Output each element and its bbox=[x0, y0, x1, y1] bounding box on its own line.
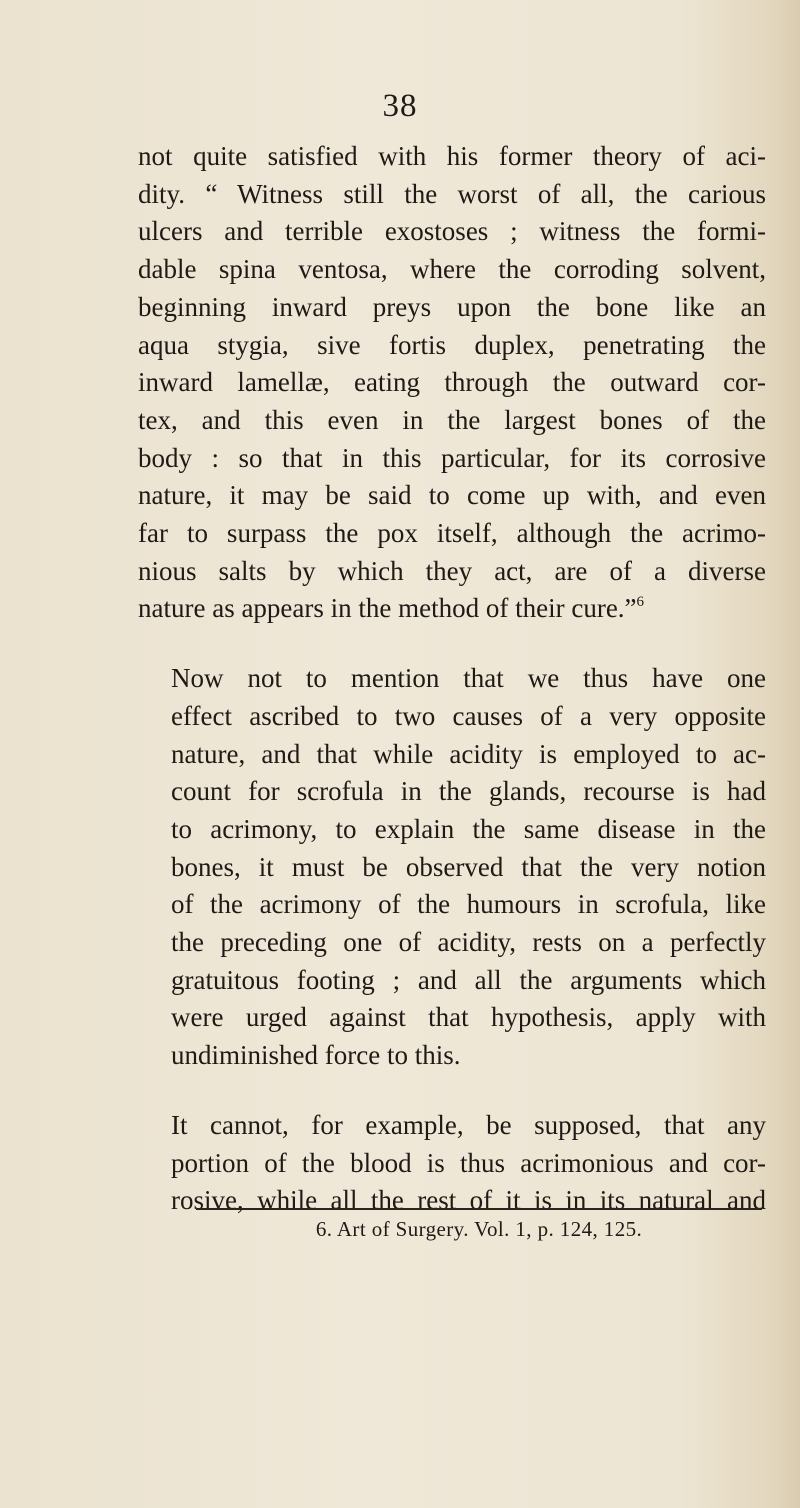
footnote: 6. Art of Surgery. Vol. 1, p. 124, 125. bbox=[315, 1217, 643, 1241]
text-line: inward lamellæ, eating through the outward cor- bbox=[138, 367, 766, 398]
footnote-divider bbox=[196, 1208, 762, 1210]
footnote-reference: 6 bbox=[636, 594, 645, 611]
text-line: aqua stygia, sive fortis duplex, penetrating the bbox=[138, 329, 766, 360]
text-line bbox=[138, 590, 766, 628]
text-line: portion of the blood is thus acrimonious and cor- bbox=[171, 1147, 766, 1178]
text-line: dity. “ Witness still the worst of all, the carious bbox=[138, 178, 766, 209]
page-number: 38 bbox=[382, 88, 418, 124]
text-line: nious salts by which they act, are of a diverse bbox=[138, 555, 766, 586]
text-line: the preceding one of acidity, rests on a perfectly bbox=[171, 927, 766, 958]
text-line: bones, it must be observed that the very notion bbox=[171, 851, 766, 882]
text-line: Now not to mention that we thus have one bbox=[171, 663, 766, 694]
text-line: nature, and that while acidity is employed to ac- bbox=[171, 738, 766, 769]
text-line: rosive, while all the rest of it is in its natural and bbox=[171, 1185, 766, 1216]
text-line: to acrimony, to explain the same disease in the bbox=[171, 813, 766, 844]
text-line: dable spina ventosa, where the corroding solvent, bbox=[138, 254, 766, 285]
paragraph-2 bbox=[138, 660, 766, 1075]
paragraph-1 bbox=[138, 138, 766, 628]
text-line: ulcers and terrible exostoses ; witness the formi- bbox=[138, 216, 766, 247]
text-line: were urged against that hypothesis, apply with bbox=[171, 1002, 766, 1033]
text-line: effect ascribed to two causes of a very opposite bbox=[171, 700, 766, 731]
text-line: It cannot, for example, be supposed, that any bbox=[171, 1109, 766, 1140]
text-line: far to surpass the pox itself, although the acrimo- bbox=[138, 518, 766, 549]
text-line: gratuitous footing ; and all the arguments which bbox=[171, 964, 766, 995]
text-line: of the acrimony of the humours in scrofula, like bbox=[171, 889, 766, 920]
text-line: count for scrofula in the glands, recourse is had bbox=[171, 776, 766, 807]
body-text bbox=[138, 138, 766, 1220]
text-line: body : so that in this particular, for its corrosive bbox=[138, 442, 766, 473]
text-line-content: nature as appears in the method of their cure.” bbox=[138, 593, 637, 624]
text-line: undiminished force to this. bbox=[171, 1040, 461, 1071]
text-line: not quite satisfied with his former theory of aci- bbox=[138, 141, 766, 171]
text-line: tex, and this even in the largest bones of the bbox=[138, 404, 766, 435]
text-line: beginning inward preys upon the bone like an bbox=[138, 291, 766, 322]
text-line: nature, it may be said to come up with, and even bbox=[138, 480, 766, 511]
paragraph-3 bbox=[138, 1107, 766, 1220]
